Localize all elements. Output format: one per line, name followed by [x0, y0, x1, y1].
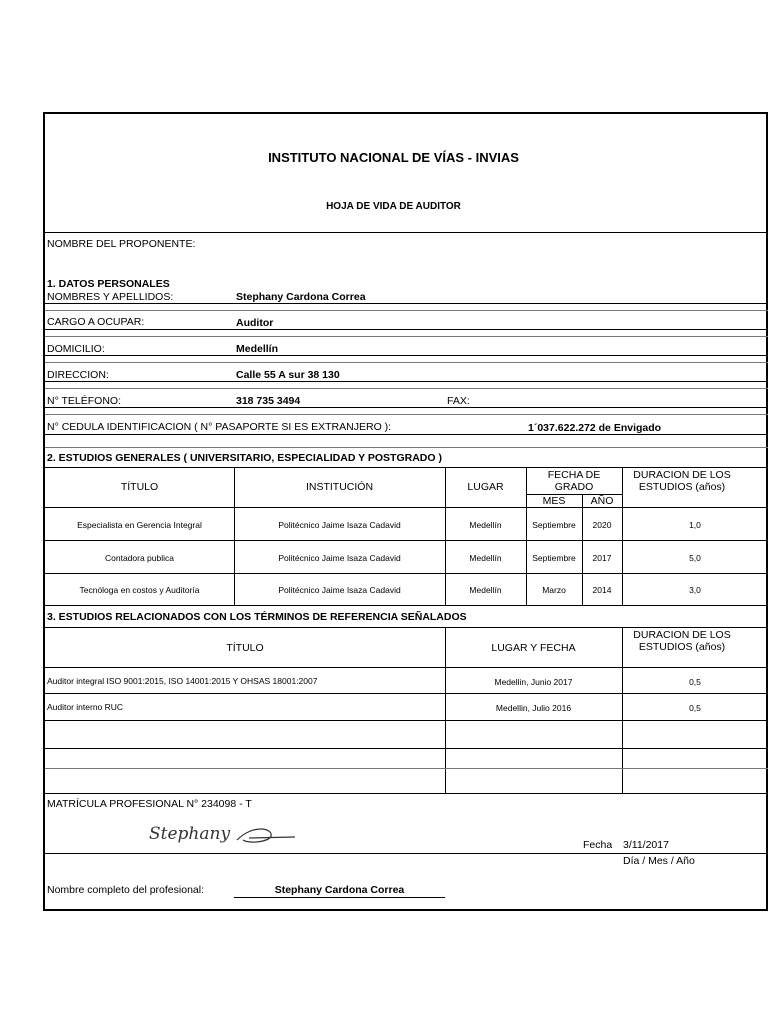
study-3-anio: 2014	[592, 585, 612, 595]
telefono-label: N° TELÉFONO:	[47, 395, 122, 407]
study-1-anio: 2020	[592, 520, 612, 530]
study-3-mes: Marzo	[542, 585, 566, 595]
domicilio-label: DOMICILIO:	[47, 343, 105, 355]
direccion-label: DIRECCION:	[47, 369, 109, 381]
section-personal-title: 1. DATOS PERSONALES	[47, 278, 170, 290]
study-2-lugar: Medellín	[469, 553, 502, 563]
study-1-institucion: Politécnico Jaime Isaza Cadavid	[278, 520, 401, 530]
related-1-titulo: Auditor integral ISO 9001:2015, ISO 14001:2015 Y OHSAS 18001:2007	[47, 676, 318, 686]
direccion-value: Calle 55 A sur 38 130	[236, 369, 340, 381]
studies-header-fecha-grado: FECHA DE GRADO	[547, 469, 601, 493]
related-2-lugar-fecha: Medellin, Julio 2016	[495, 703, 572, 713]
section-related-title: 3. ESTUDIOS RELACIONADOS CON LOS TÉRMINOS DE REFERENCIA SEÑALADOS	[47, 611, 467, 623]
names-value: Stephany Cardona Correa	[236, 291, 366, 303]
proponente-label: NOMBRE DEL PROPONENTE:	[47, 238, 196, 250]
fecha-format: Día / Mes / Año	[623, 855, 695, 867]
domicilio-value: Medellín	[236, 343, 279, 355]
fecha-value: 3/11/2017	[623, 839, 669, 851]
names-label: NOMBRES Y APELLIDOS:	[47, 291, 174, 303]
related-2-titulo: Auditor interno RUC	[47, 702, 124, 712]
study-3-titulo: Tecnóloga en costos y Auditoría	[79, 585, 200, 595]
study-2-titulo: Contadora publica	[105, 553, 174, 563]
study-2-duracion: 5,0	[689, 553, 701, 563]
matricula-label: MATRÍCULA PROFESIONAL N° 234098 - T	[47, 798, 252, 810]
study-1-titulo: Especialista en Gerencia Integral	[77, 520, 202, 530]
audit-cv-form	[43, 112, 768, 911]
studies-header-duracion: DURACION DE LOS ESTUDIOS (años)	[633, 469, 731, 493]
signature-image	[145, 820, 305, 848]
cargo-value: Auditor	[236, 317, 274, 329]
study-3-duracion: 3,0	[689, 585, 701, 595]
fecha-label: Fecha	[583, 839, 613, 851]
studies-header-anio: AÑO	[590, 495, 614, 507]
related-header-lugar-fecha: LUGAR Y FECHA	[491, 642, 576, 654]
document-title: HOJA DE VIDA DE AUDITOR	[326, 201, 461, 212]
related-2-duracion: 0,5	[689, 703, 701, 713]
studies-header-institucion: INSTITUCIÓN	[305, 481, 374, 493]
studies-header-titulo: TÍTULO	[120, 481, 159, 493]
related-header-duracion: DURACION DE LOS ESTUDIOS (años)	[633, 629, 731, 653]
study-3-institucion: Politécnico Jaime Isaza Cadavid	[278, 585, 401, 595]
cedula-label: N° CEDULA IDENTIFICACION ( N° PASAPORTE SI ES EXTRANJERO ):	[47, 421, 392, 433]
related-1-duracion: 0,5	[689, 677, 701, 687]
section-studies-title: 2. ESTUDIOS GENERALES ( UNIVERSITARIO, ESPECIALIDAD Y POSTGRADO )	[47, 452, 442, 464]
nombre-completo-label: Nombre completo del profesional:	[47, 884, 204, 896]
cargo-label: CARGO A OCUPAR:	[47, 316, 145, 328]
study-2-institucion: Politécnico Jaime Isaza Cadavid	[278, 553, 401, 563]
institute-title: INSTITUTO NACIONAL DE VÍAS - INVIAS	[268, 150, 519, 165]
studies-header-mes: MES	[542, 495, 566, 507]
study-1-duracion: 1,0	[689, 520, 701, 530]
study-2-anio: 2017	[592, 553, 612, 563]
study-1-lugar: Medellín	[469, 520, 502, 530]
signature-text: Stephany	[149, 824, 231, 844]
studies-header-lugar: LUGAR	[467, 481, 504, 493]
nombre-completo-value: Stephany Cardona Correa	[274, 884, 405, 896]
study-3-lugar: Medellín	[469, 585, 502, 595]
related-header-titulo: TÍTULO	[226, 642, 264, 654]
study-2-mes: Septiembre	[532, 553, 576, 563]
fax-label: FAX:	[447, 395, 470, 407]
telefono-value: 318 735 3494	[236, 395, 301, 407]
related-1-lugar-fecha: Medellin, Junio 2017	[494, 677, 573, 687]
cedula-value: 1´037.622.272 de Envigado	[528, 422, 662, 434]
study-1-mes: Septiembre	[532, 520, 576, 530]
